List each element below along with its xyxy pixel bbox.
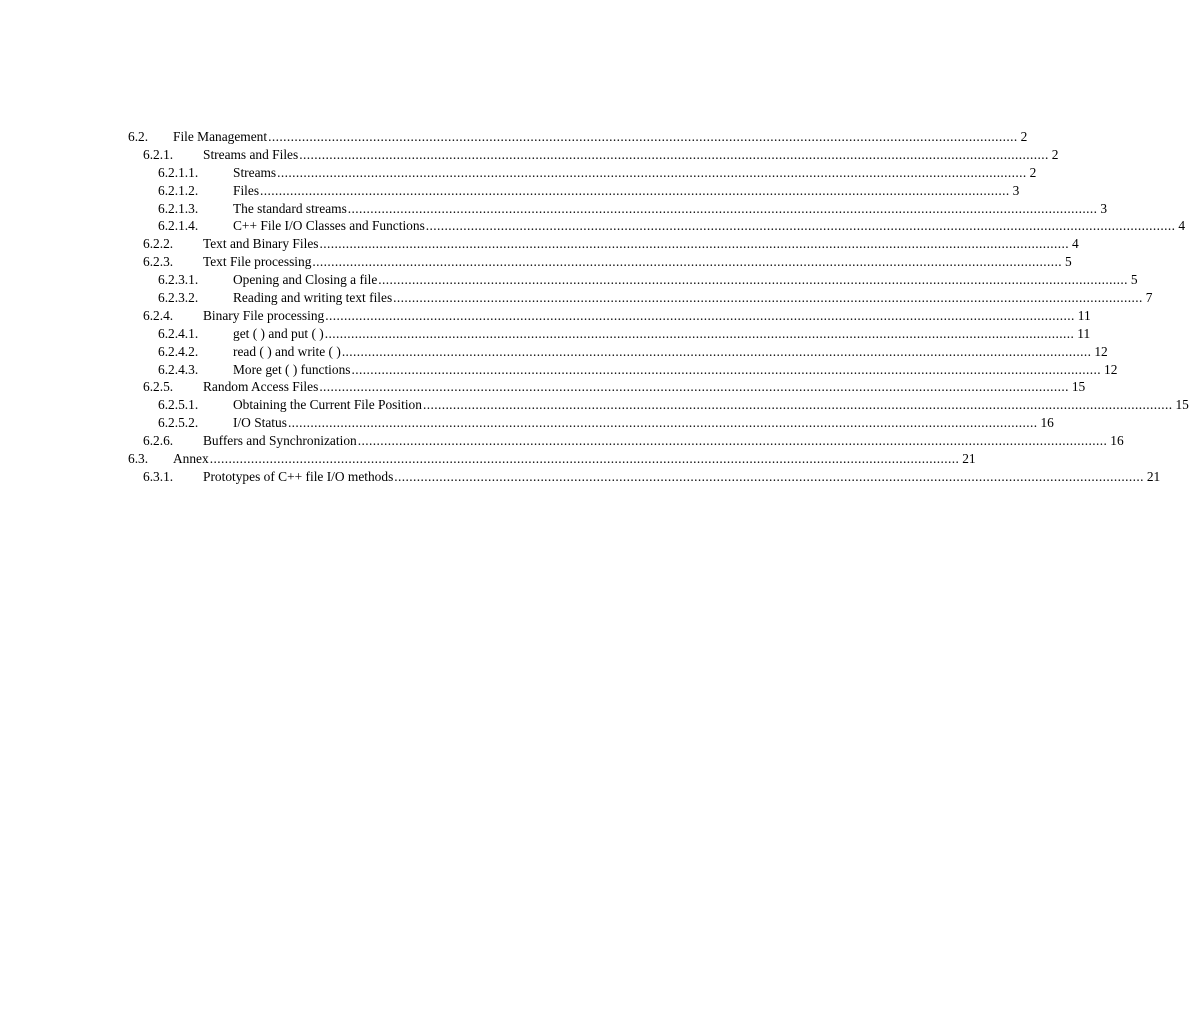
toc-entry-title: get ( ) and put ( ) [233,325,324,341]
toc-entry-number: 6.2.3.2. [158,290,199,306]
toc-entry-title: Binary File processing [203,307,325,323]
toc-entry[interactable] [0,146,1059,164]
table-of-contents [0,128,1189,486]
toc-entry-title: Text and Binary Files [203,236,319,252]
toc-entry-title: Opening and Closing a file [233,272,378,288]
toc-entry-page: 2 [1020,129,1028,144]
toc-entry-page: 21 [962,451,976,467]
dot-leader: ........................................................................................................................................................................................................ [319,236,1069,252]
toc-entry-title: File Management [173,129,268,144]
toc-entry-number: 6.2.1.2. [158,182,199,198]
toc-entry-number: 6.2.1.3. [158,200,199,216]
toc-entry-number: 6.2.1. [143,146,174,162]
toc-entry[interactable] [0,217,1186,235]
toc-entry-title: read ( ) and write ( ) [233,343,341,359]
toc-entry[interactable] [0,235,1079,253]
toc-entry[interactable] [0,200,1108,218]
toc-entry[interactable] [0,325,1091,343]
toc-entry-number: 6.2.3.1. [158,272,199,288]
toc-entry-page: 7 [1145,290,1153,306]
toc-entry-number: 6.2.2. [143,236,174,252]
toc-entry-page: 11 [1077,325,1091,341]
toc-entry-title: The standard streams [233,200,347,216]
toc-entry-page: 12 [1104,361,1118,377]
dot-leader: ........................................................................................................................................................................................................ [347,200,1098,216]
toc-entry-number: 6.3. [128,451,149,467]
toc-entry-page: 12 [1094,343,1108,359]
toc-entry[interactable] [0,432,1124,450]
toc-entry[interactable] [0,343,1108,361]
toc-entry[interactable] [0,361,1118,379]
dot-leader: ........................................................................................................................................................................................................ [319,379,1069,395]
dot-leader: ........................................................................................................................................................................................................ [341,343,1092,359]
toc-entry-number: 6.2.4. [143,307,174,323]
dot-leader: ........................................................................................................................................................................................................ [422,397,1173,413]
toc-entry-title: More get ( ) functions [233,361,351,377]
toc-entry-title: C++ File I/O Classes and Functions [233,218,425,234]
toc-entry-title: Text File processing [203,254,312,270]
toc-entry-number: 6.2.5.2. [158,415,199,431]
dot-leader: ........................................................................................................................................................................................................ [378,272,1128,288]
toc-entry-title: I/O Status [233,415,287,431]
toc-entry-page: 15 [1071,379,1086,395]
toc-entry-title: Buffers and Synchronization [203,433,357,449]
toc-entry-page: 3 [1012,182,1020,198]
toc-entry-title: Streams [233,164,277,180]
toc-entry-title: Obtaining the Current File Position [233,397,422,413]
toc-entry[interactable] [0,468,1161,486]
toc-entry[interactable] [0,414,1054,432]
toc-entry-title: Prototypes of C++ file I/O methods [203,468,394,484]
toc-entry-page: 2 [1051,146,1059,162]
toc-entry-page: 15 [1175,397,1189,413]
toc-entry-title: Reading and writing text files [233,290,393,306]
toc-entry-title: Files [233,182,260,198]
dot-leader: ........................................................................................................................................................................................................ [357,433,1108,449]
toc-entry[interactable] [0,182,1020,200]
toc-entry-title: Annex [173,451,209,467]
toc-entry-number: 6.2.1.4. [158,218,199,234]
dot-leader: ........................................................................................................................................................................................................ [393,290,1143,306]
toc-entry-number: 6.2.3. [143,254,174,270]
toc-entry-page: 5 [1130,272,1138,288]
toc-entry-page: 4 [1178,218,1186,234]
dot-leader: ........................................................................................................................................................................................................ [299,146,1049,162]
dot-leader: ........................................................................................................................................................................................................ [277,164,1027,180]
dot-leader: ........................................................................................................................................................................................................ [425,218,1176,234]
toc-entry[interactable] [0,253,1072,271]
toc-entry-number: 6.2.1.1. [158,164,199,180]
toc-entry-number: 6.2.4.3. [158,361,199,377]
dot-leader: ........................................................................................................................................................................................................ [268,129,1018,144]
dot-leader: ........................................................................................................................................................................................................ [351,361,1102,377]
toc-entry[interactable] [0,128,1028,146]
toc-entry-title: Random Access Files [203,379,319,395]
toc-entry-page: 11 [1077,307,1091,323]
toc-entry[interactable] [0,164,1037,182]
toc-entry-page: 4 [1072,236,1079,252]
dot-leader: ........................................................................................................................................................................................................ [260,182,1010,198]
dot-leader: ........................................................................................................................................................................................................ [325,307,1075,323]
toc-entry-number: 6.2.4.2. [158,343,199,359]
toc-entry[interactable] [0,378,1086,396]
dot-leader: ........................................................................................................................................................................................................ [209,451,960,467]
toc-entry-number: 6.2. [128,129,149,144]
dot-leader: ........................................................................................................................................................................................................ [312,254,1062,270]
toc-entry-number: 6.2.6. [143,433,174,449]
toc-entry-page: 3 [1100,200,1108,216]
toc-entry-page: 5 [1064,254,1072,270]
toc-entry-number: 6.2.5.1. [158,397,199,413]
dot-leader: ........................................................................................................................................................................................................ [394,468,1144,484]
toc-entry-title: Streams and Files [203,146,299,162]
toc-entry[interactable] [0,307,1091,325]
toc-entry-number: 6.2.4.1. [158,325,199,341]
toc-entry[interactable] [0,271,1138,289]
dot-leader: ........................................................................................................................................................................................................ [324,325,1075,341]
toc-entry[interactable] [0,396,1189,414]
toc-entry-page: 16 [1110,433,1124,449]
toc-entry-number: 6.3.1. [143,468,174,484]
toc-entry-page: 2 [1029,164,1037,180]
toc-entry[interactable] [0,289,1153,307]
toc-entry[interactable] [0,450,976,468]
toc-entry-page: 16 [1040,415,1054,431]
toc-entry-number: 6.2.5. [143,379,174,395]
dot-leader: ........................................................................................................................................................................................................ [287,415,1038,431]
toc-entry-page: 21 [1146,468,1161,484]
